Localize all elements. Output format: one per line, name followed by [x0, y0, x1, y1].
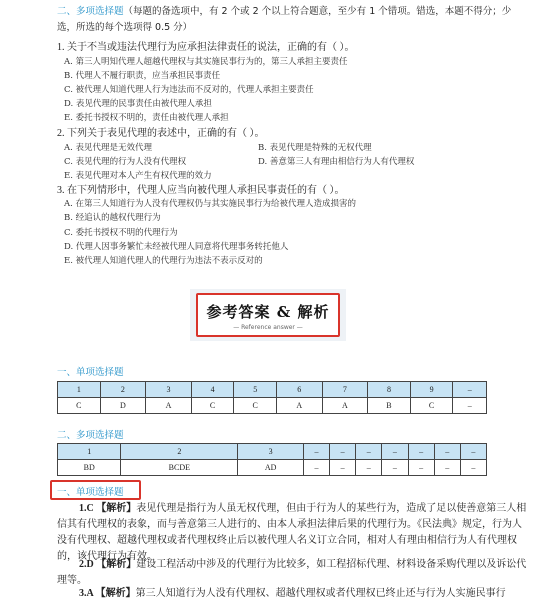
table-row — [58, 460, 487, 476]
table-cell: – — [303, 444, 329, 460]
table-cell: 3 — [146, 382, 192, 398]
explanation-item-2 — [57, 557, 527, 589]
table-cell: – — [453, 398, 487, 414]
table-cell: C — [234, 398, 277, 414]
question-1-option-b: B. 代理人不履行职责，应当承担民事责任 — [64, 71, 221, 81]
table-cell: D — [100, 398, 146, 414]
table-cell: 2 — [100, 382, 146, 398]
explanation-item-1 — [57, 501, 527, 565]
table-header-row — [58, 444, 487, 460]
table-cell: – — [330, 460, 356, 476]
explanation-lead: 2.D 【解析】 — [79, 559, 137, 570]
table-cell: – — [408, 460, 434, 476]
table-cell: 2 — [121, 444, 238, 460]
table-cell: – — [460, 444, 486, 460]
question-3-option-b: B. 经追认的越权代理行为 — [64, 213, 161, 223]
question-1-option-c: C. 被代理人知道代理人行为违法而不反对的，代理人承担主要责任 — [64, 85, 314, 95]
explanation-text: 表见代理是指行为人虽无权代理，但由于行为人的某些行为，造成了足以使善意第三人相信其有代理权的表象，而与善意第三人进行的、由本人承担法律后果的代理行为。《民法典》规定，行为人没有代理权、超越代理权或者代理权终止后以被代理人名义订立合同，相对人有理由相信行为人有代理权的，该代理行为有效。 — [57, 503, 527, 562]
answer-banner-subtitle: — Reference answer — — [233, 324, 303, 331]
question-3-option-d: D. 代理人因事务繁忙未经被代理人同意将代理事务转托他人 — [64, 242, 289, 252]
table-cell: 3 — [238, 444, 304, 460]
section-tag: 二、多项选择题 — [57, 6, 124, 17]
table-header-row — [58, 382, 487, 398]
answer-banner-title: 参考答案 & 解析 — [206, 303, 330, 321]
table-cell: C — [410, 398, 453, 414]
table-cell: 7 — [322, 382, 368, 398]
question-2-option-c: C. 表见代理的行为人没有代理权 — [64, 157, 187, 167]
single-choice-heading: 一、单项选择题 — [57, 367, 124, 378]
table-cell: A — [277, 398, 323, 414]
question-2-option-b: B. 表见代理是特殊的无权代理 — [258, 143, 372, 153]
explanation-item-3 — [57, 586, 527, 600]
table-cell: 9 — [410, 382, 453, 398]
question-1-option-e: E. 委托书授权不明的，责任由被代理人承担 — [64, 113, 229, 123]
table-cell: AD — [238, 460, 304, 476]
table-cell: 6 — [277, 382, 323, 398]
explanation-heading: 一、单项选择题 — [57, 487, 124, 498]
question-2-option-a: A. 表见代理是无效代理 — [64, 143, 153, 153]
table-cell: 8 — [368, 382, 411, 398]
table-cell: – — [303, 460, 329, 476]
explanation-lead: 3.A 【解析】 — [79, 588, 136, 599]
table-cell: – — [356, 444, 382, 460]
single-choice-answer-table — [57, 381, 487, 414]
question-3-option-e: E. 被代理人知道代理人的代理行为违法不表示反对的 — [64, 256, 263, 266]
instructions-text: （每题的备选项中，有 2 个或 2 个以上符合题意，至少有 1 个错项。错选，本题不得分；少选，所选的每个选项得 0.5 分） — [57, 6, 512, 33]
question-1-stem: 1. 关于不当或违法代理行为应承担法律责任的说法，正确的有（ ）。 — [57, 42, 355, 53]
question-3-option-a: A. 在第三人知道行为人没有代理权仍与其实施民事行为给被代理人造成损害的 — [64, 199, 357, 209]
table-cell: – — [434, 444, 460, 460]
explanation-text: 第三人知道行为人没有代理权、超越代理权或者代理权已终止还与行为人实施民事行 — [135, 588, 506, 599]
table-cell: 4 — [191, 382, 234, 398]
table-cell: 5 — [234, 382, 277, 398]
question-3-stem: 3. 在下列情形中，代理人应当向被代理人承担民事责任的有（ ）。 — [57, 185, 345, 196]
multiple-choice-heading: 二、多项选择题 — [57, 430, 124, 441]
table-cell: BD — [58, 460, 121, 476]
table-cell: A — [322, 398, 368, 414]
table-cell: – — [434, 460, 460, 476]
table-cell: B — [368, 398, 411, 414]
table-cell: – — [453, 382, 487, 398]
explanation-lead: 1.C 【解析】 — [79, 503, 137, 514]
multiple-choice-instructions — [57, 4, 527, 36]
table-cell: 1 — [58, 382, 101, 398]
table-cell: BCDE — [121, 460, 238, 476]
question-3-option-c: C. 委托书授权不明的代理行为 — [64, 228, 178, 238]
explanation-text: 建设工程活动中涉及的代理行为比较多，如工程招标代理、材料设备采购代理以及诉讼代理等。 — [57, 559, 527, 586]
table-cell: C — [58, 398, 101, 414]
table-cell: – — [382, 460, 408, 476]
table-cell: 1 — [58, 444, 121, 460]
table-cell: – — [330, 444, 356, 460]
question-2-option-e: E. 表见代理对本人产生有权代理的效力 — [64, 171, 212, 181]
table-cell: – — [408, 444, 434, 460]
table-cell: A — [146, 398, 192, 414]
table-cell: – — [460, 460, 486, 476]
table-cell: – — [382, 444, 408, 460]
answer-banner — [196, 293, 340, 337]
table-cell: C — [191, 398, 234, 414]
multiple-choice-answer-table — [57, 443, 487, 476]
question-2-stem: 2. 下列关于表见代理的表述中，正确的有（ ）。 — [57, 128, 265, 139]
table-row — [58, 398, 487, 414]
question-2-option-d: D. 善意第三人有理由相信行为人有代理权 — [258, 157, 415, 167]
question-1-option-a: A. 第三人明知代理人超越代理权与其实施民事行为的，第三人承担主要责任 — [64, 57, 348, 67]
table-cell: – — [356, 460, 382, 476]
question-1-option-d: D. 表见代理的民事责任由被代理人承担 — [64, 99, 212, 109]
